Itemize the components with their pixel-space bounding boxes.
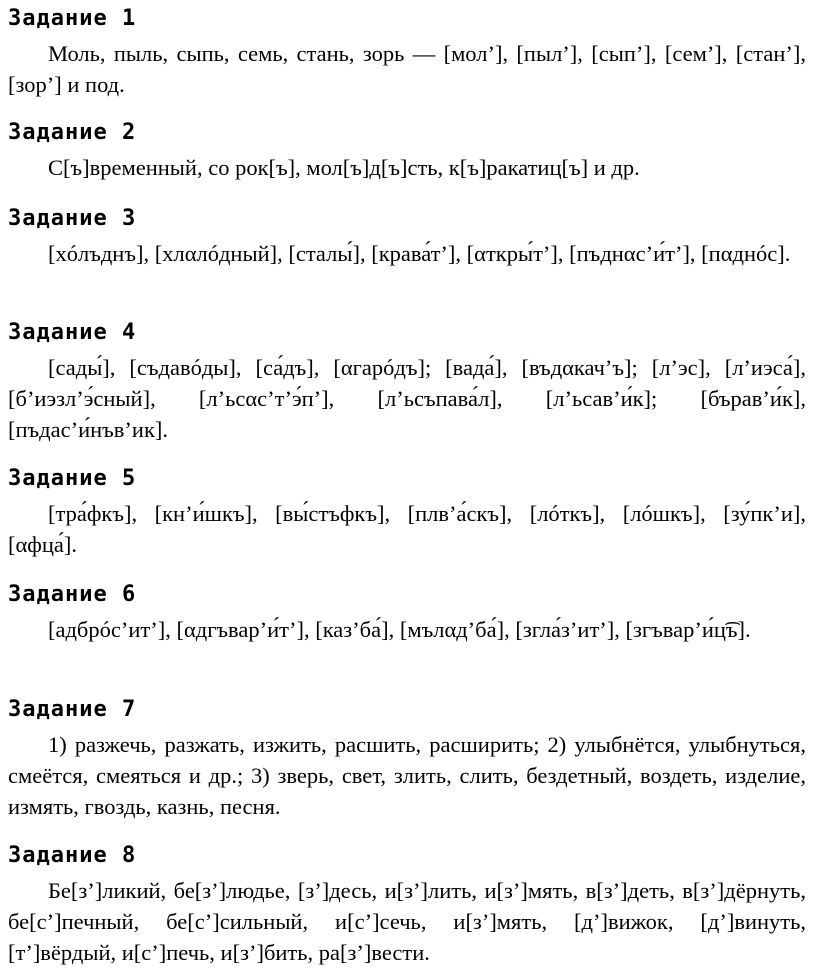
task-heading: Задание 5	[8, 466, 137, 491]
task-1	[8, 6, 806, 100]
task-text: С[ъ]временный, со рок[ъ], мол[ъ]д[ъ]сть, к[ъ]ракатиц[ъ] и др.	[48, 155, 640, 180]
task-text: 1) разжечь, разжать, изжить, расшить, расширить; 2) улыбнётся, улыбнуться, смеётся, смеяться и др.; 3) зверь, свет, злить, слить, бездетный, воздеть, изделие, измять, гвоздь, казнь, песня.	[8, 732, 806, 819]
task-text: Бе[з’]ликий, бе[з’]людье, [з’]десь, и[з’]лить, и[з’]мять, в[з’]деть, в[з’]дёрнуть, бе[с’]печный, бе[с’]сильный, и[с’]сечь, и[з’]мять, [д’]вижок, [д’]винуть, [т’]вёрдый, и[с’]печь, и[з’]бить, ра[з’]вести.	[8, 878, 806, 965]
task-2	[8, 120, 806, 183]
task-5	[8, 466, 806, 560]
task-heading: Задание 2	[8, 120, 137, 145]
task-heading: Задание 1	[8, 6, 137, 31]
task-4	[8, 320, 806, 445]
task-text: [адбрóс’ит’], [αдгъвар’и́т’], [каз’ба́], [мълαд’ба́], [згла́з’ит’], [згъвар’и́ц͡ъ].	[48, 617, 751, 642]
task-heading: Задание 8	[8, 843, 137, 868]
task-6	[8, 582, 806, 645]
task-7	[8, 697, 806, 822]
task-text: [тра́фкъ], [кн’и́шкъ], [вы́стъфкъ], [плв’а́скъ], [лóткъ], [лóшкъ], [зу́пк’и], [αфца́].	[8, 501, 806, 557]
task-heading: Задание 7	[8, 697, 137, 722]
task-8	[8, 843, 806, 968]
task-text: [сады́], [съдавóды], [са́дъ], [αгарóдъ]; [вада́], [въдαкач’ъ]; [л’эс], [л’иэса́], [б’иэзл’э́сный], [л’ьсαс’т’э́п’], [л’ьсъпава́л], [л’ьсав’и́к]; [бърав’и́к], [пъдас’и́нъв’ик].	[8, 355, 806, 442]
task-heading: Задание 6	[8, 582, 137, 607]
task-text: Моль, пыль, сыпь, семь, стань, зорь — [мол’], [пыл’], [сып’], [сем’], [стан’], [зор’] и под.	[8, 41, 806, 97]
task-heading: Задание 4	[8, 320, 137, 345]
task-heading: Задание 3	[8, 206, 137, 231]
task-3	[8, 206, 806, 269]
task-text: [хóлъднъ], [хлαлóдный], [сталы́], [крава́т’], [αткры́т’], [пъднαс’и́т’], [пαднóс].	[48, 241, 791, 266]
